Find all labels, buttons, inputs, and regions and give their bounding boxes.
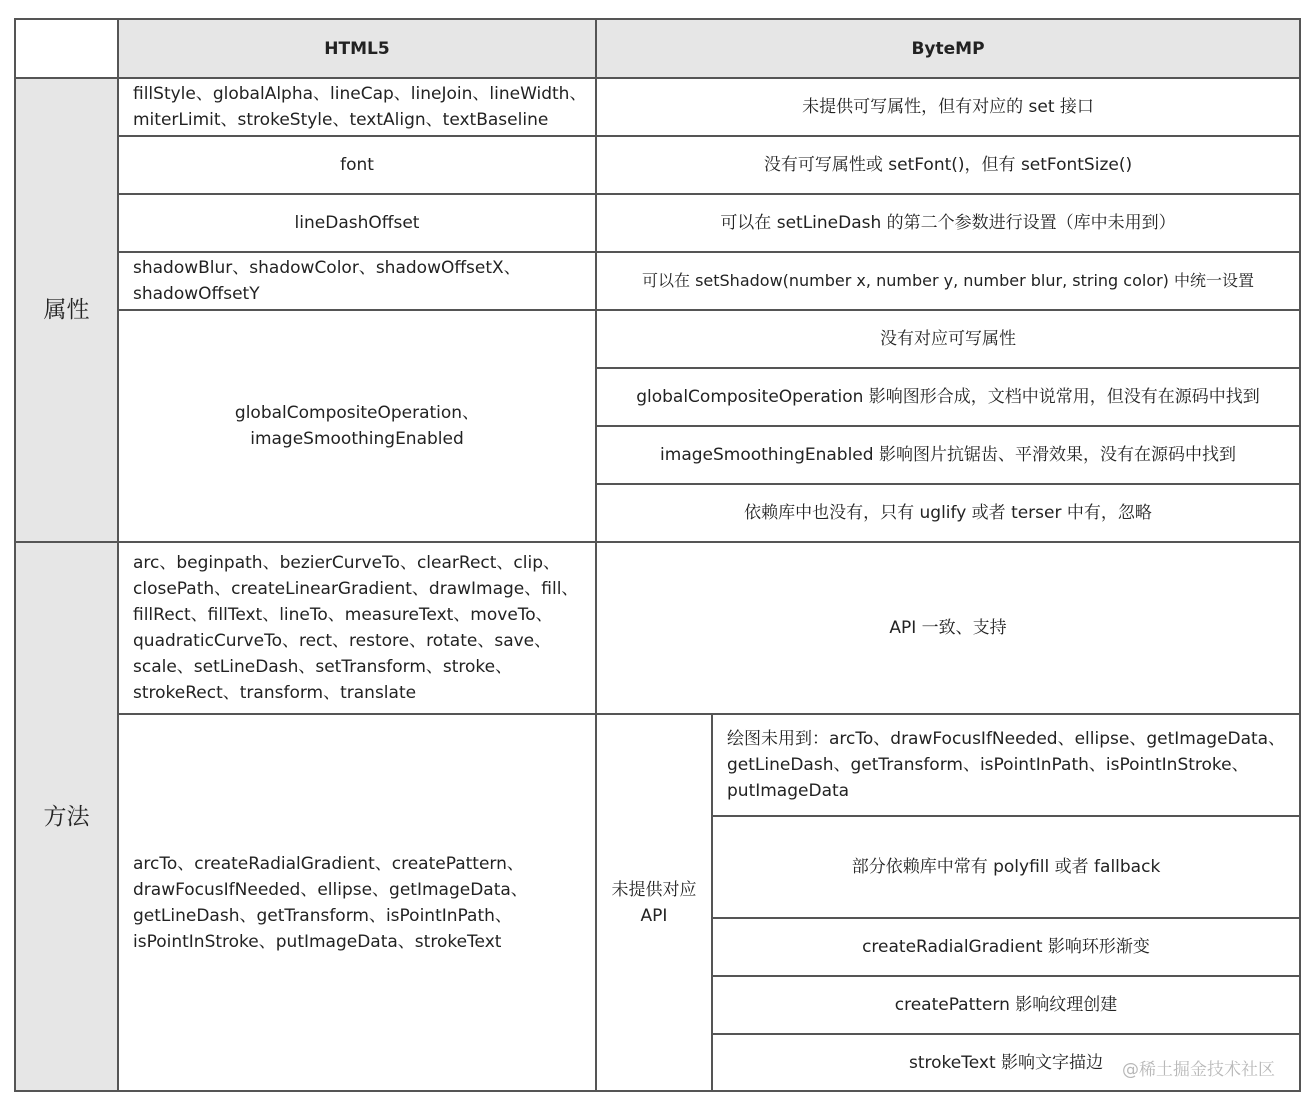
header-bytemp bbox=[595, 18, 1301, 79]
cell-text: 没有对应可写属性 bbox=[880, 329, 1016, 349]
table-row-bytemp-note bbox=[595, 483, 1301, 543]
cell-text: lineDashOffset bbox=[294, 213, 420, 233]
table-row-html5 bbox=[117, 193, 597, 253]
header-bytemp-label: ByteMP bbox=[911, 38, 985, 59]
category-properties-label: 属性 bbox=[43, 297, 90, 323]
table-row-bytemp bbox=[595, 77, 1301, 137]
cell-text: globalCompositeOperation 影响图形合成，文档中说常用，但没有在源码中找到 bbox=[636, 387, 1260, 407]
table-row-html5 bbox=[117, 541, 597, 715]
cell-text: createPattern 影响纹理创建 bbox=[894, 995, 1118, 1015]
header-corner-cell bbox=[14, 18, 119, 79]
cell-text: 依赖库中也没有，只有 uglify 或者 terser 中有，忽略 bbox=[744, 503, 1152, 523]
header-html5 bbox=[117, 18, 597, 79]
category-methods bbox=[14, 541, 119, 1092]
table-row-bytemp-note bbox=[711, 917, 1301, 977]
cell-text: 可以在 setShadow(number x, number y, number blur, string color) 中统一设置 bbox=[641, 271, 1255, 290]
cell-text: strokeText 影响文字描边 bbox=[908, 1052, 1104, 1073]
cell-text: 未提供可写属性，但有对应的 set 接口 bbox=[802, 97, 1094, 117]
table-row-bytemp bbox=[595, 193, 1301, 253]
table-row-bytemp bbox=[595, 251, 1301, 311]
table-row-bytemp-note bbox=[595, 425, 1301, 485]
watermark: @稀土掘金技术社区 bbox=[1122, 1060, 1275, 1080]
table-row-html5 bbox=[117, 251, 597, 311]
table-row-bytemp-note bbox=[595, 367, 1301, 427]
cell-text: API 一致、支持 bbox=[889, 618, 1007, 638]
table-row-html5 bbox=[117, 135, 597, 195]
table-row-bytemp-note bbox=[711, 815, 1301, 919]
table-row-html5-merged bbox=[117, 309, 597, 543]
cell-text: 未提供对应API bbox=[611, 879, 697, 926]
cell-text: createRadialGradient 影响环形渐变 bbox=[862, 937, 1150, 957]
cell-text: arcTo、createRadialGradient、createPattern、drawFocusIfNeeded、ellipse、getImageData、getLineDash、getTransform、isPointInPath、isPointInStroke、putImageData、strokeText bbox=[133, 853, 528, 952]
cell-text: 可以在 setLineDash 的第二个参数进行设置（库中未用到） bbox=[720, 213, 1176, 233]
cell-text: 绘图未用到：arcTo、drawFocusIfNeeded、ellipse、getImageData、getLineDash、getTransform、isPointInPath、isPointInStroke、putImageData bbox=[727, 729, 1286, 801]
category-properties bbox=[14, 77, 119, 543]
table-row-html5 bbox=[117, 713, 597, 1092]
header-html5-label: HTML5 bbox=[324, 38, 390, 59]
cell-text: shadowBlur、shadowColor、shadowOffsetX、shadowOffsetY bbox=[133, 258, 521, 304]
cell-text: 没有可写属性或 setFont()，但有 setFontSize() bbox=[763, 155, 1133, 175]
table-row-bytemp-note bbox=[711, 975, 1301, 1035]
table-row-html5 bbox=[117, 77, 597, 137]
table-row-bytemp bbox=[595, 135, 1301, 195]
cell-text: 部分依赖库中常有 polyfill 或者 fallback bbox=[851, 857, 1161, 877]
table-row-bytemp-note bbox=[711, 713, 1301, 817]
cell-text: fillStyle、globalAlpha、lineCap、lineJoin、lineWidth、miterLimit、strokeStyle、textAlign、textBaseline bbox=[133, 84, 587, 130]
category-methods-label: 方法 bbox=[43, 803, 90, 830]
cell-text: imageSmoothingEnabled 影响图片抗锯齿、平滑效果，没有在源码中找到 bbox=[660, 445, 1236, 465]
table-row-bytemp-note bbox=[595, 309, 1301, 369]
cell-text: globalCompositeOperation、imageSmoothingEnabled bbox=[234, 403, 480, 449]
cell-text: arc、beginpath、bezierCurveTo、clearRect、clip、closePath、createLinearGradient、drawImage、fill、fillRect、fillText、lineTo、measureText、moveTo、quadraticCurveTo、rect、restore、rotate、save、scale、setLineDash、setTransform、stroke、strokeRect、transform、translate bbox=[133, 553, 579, 703]
cell-text: font bbox=[340, 155, 374, 175]
table-row-bytemp-label bbox=[595, 713, 713, 1092]
table-row-bytemp bbox=[595, 541, 1301, 715]
